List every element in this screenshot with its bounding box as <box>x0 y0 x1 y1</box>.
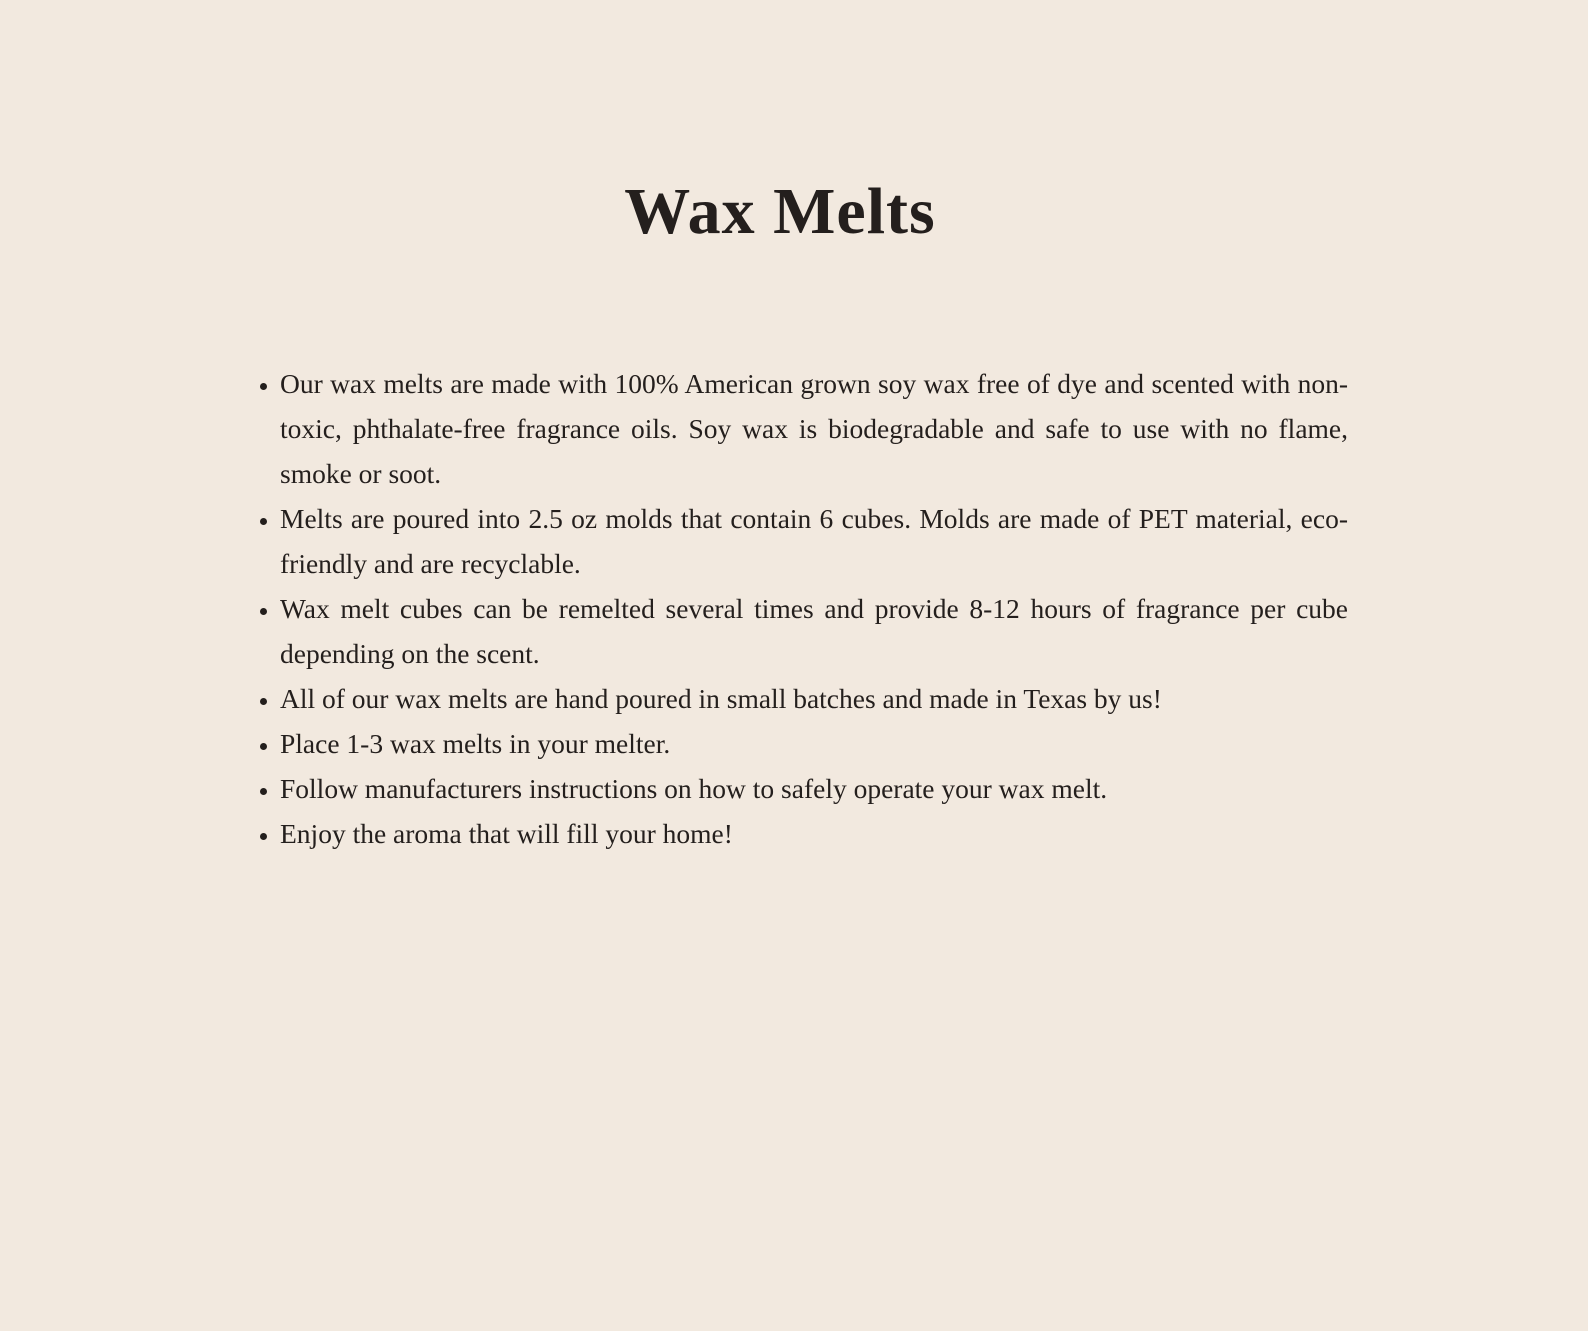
list-item: • Wax melt cubes can be remelted several times and provide 8-12 hours of fragrance per cube depending on the scent. <box>280 586 1348 676</box>
bullet-list <box>254 361 1348 856</box>
page-title: Wax Melts <box>624 175 936 248</box>
list-item: • All of our wax melts are hand poured in small batches and made in Texas by us! <box>280 676 1348 721</box>
list-item: • Follow manufacturers instructions on how to safely operate your wax melt. <box>280 766 1348 811</box>
list-item: • Our wax melts are made with 100% American grown soy wax free of dye and scented with non-toxic, phthalate-free fragrance oils. Soy wax is biodegradable and safe to use with no flame, smoke or soot. <box>280 361 1348 496</box>
list-item: • Melts are poured into 2.5 oz molds that contain 6 cubes. Molds are made of PET material, eco-friendly and are recyclable. <box>280 496 1348 586</box>
list-item: • Enjoy the aroma that will fill your home! <box>280 811 1348 856</box>
list-item: • Place 1-3 wax melts in your melter. <box>280 721 1348 766</box>
